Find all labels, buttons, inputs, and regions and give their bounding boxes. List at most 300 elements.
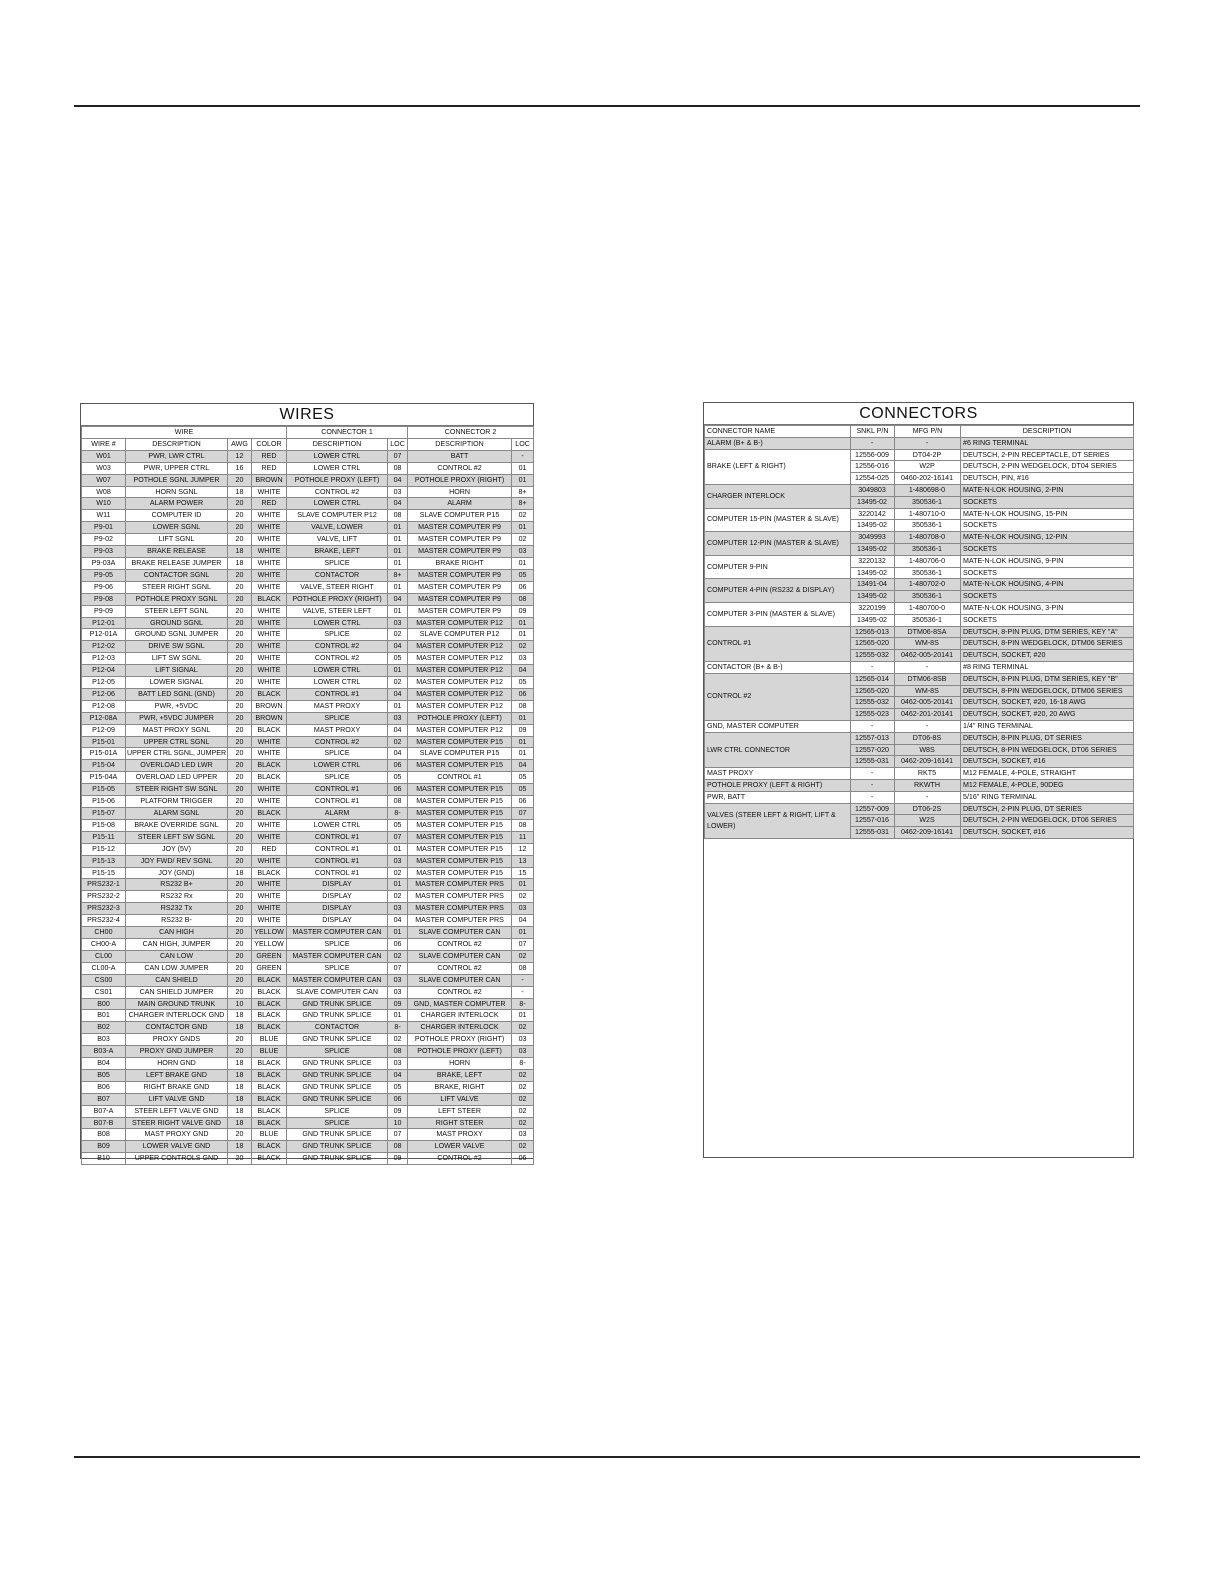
- wire-cell: WHITE: [252, 819, 287, 831]
- wire-cell: CH00: [82, 927, 126, 939]
- wire-cell: P9-02: [82, 534, 126, 546]
- wire-cell: -: [512, 450, 534, 462]
- wire-cell: POTHOLE PROXY (LEFT): [408, 1046, 512, 1058]
- wire-cell: GROUND SGNL JUMPER: [126, 629, 228, 641]
- wire-row: [82, 819, 534, 831]
- part-description: #6 RING TERMINAL: [961, 437, 1134, 449]
- wire-row: [82, 796, 534, 808]
- wire-cell: 18: [228, 1093, 252, 1105]
- part-description: MATE-N-LOK HOUSING, 15-PIN: [961, 508, 1134, 520]
- wire-cell: 01: [512, 927, 534, 939]
- connector-row: [705, 508, 1134, 520]
- wire-row: [82, 688, 534, 700]
- connector-name: LWR CTRL CONNECTOR: [705, 732, 851, 767]
- wire-cell: CL00: [82, 950, 126, 962]
- snkl-part-number: -: [851, 661, 895, 673]
- wire-cell: 02: [512, 534, 534, 546]
- wire-cell: MASTER COMPUTER P15: [408, 760, 512, 772]
- wire-cell: CONTACTOR SGNL: [126, 569, 228, 581]
- wire-cell: POTHOLE PROXY (LEFT): [408, 712, 512, 724]
- wire-cell: 01: [512, 748, 534, 760]
- wire-cell: POTHOLE SGNL JUMPER: [126, 474, 228, 486]
- wire-cell: BLACK: [252, 808, 287, 820]
- wire-cell: MASTER COMPUTER P9: [408, 593, 512, 605]
- wire-cell: 03: [388, 486, 408, 498]
- wire-cell: 18: [228, 486, 252, 498]
- wire-cell: CONTROL #1: [408, 772, 512, 784]
- wire-row: [82, 1022, 534, 1034]
- connector-name: COMPUTER 4-PIN (RS232 & DISPLAY): [705, 579, 851, 603]
- wire-cell: MASTER COMPUTER P12: [408, 665, 512, 677]
- mfg-part-number: 0462-209-16141: [895, 827, 961, 839]
- wire-cell: 20: [228, 581, 252, 593]
- connectors-table: [704, 425, 1134, 839]
- wire-cell: BLACK: [252, 1117, 287, 1129]
- wire-cell: 02: [512, 1081, 534, 1093]
- wire-cell: 03: [512, 1034, 534, 1046]
- wire-cell: 05: [512, 569, 534, 581]
- wire-cell: P15-11: [82, 831, 126, 843]
- snkl-part-number: 12565-013: [851, 626, 895, 638]
- wire-cell: MASTER COMPUTER P9: [408, 546, 512, 558]
- wire-cell: P12-03: [82, 653, 126, 665]
- wire-cell: MAST PROXY: [408, 1129, 512, 1141]
- connectors-panel: [703, 402, 1134, 1158]
- wire-cell: MASTER COMPUTER CAN: [287, 974, 388, 986]
- connector-row: [705, 779, 1134, 791]
- wire-cell: 02: [512, 510, 534, 522]
- snkl-part-number: -: [851, 437, 895, 449]
- wire-cell: RED: [252, 450, 287, 462]
- wire-row: [82, 962, 534, 974]
- wire-cell: LIFT VALVE GND: [126, 1093, 228, 1105]
- wire-cell: WHITE: [252, 855, 287, 867]
- wire-cell: WHITE: [252, 891, 287, 903]
- connector-name: VALVES (STEER LEFT & RIGHT, LIFT & LOWER): [705, 803, 851, 838]
- connector-row: [705, 555, 1134, 567]
- wire-cell: 01: [512, 879, 534, 891]
- wire-cell: GND TRUNK SPLICE: [287, 1010, 388, 1022]
- wire-cell: 01: [388, 665, 408, 677]
- wire-row: [82, 843, 534, 855]
- wire-cell: 01: [512, 617, 534, 629]
- connector-row: [705, 532, 1134, 544]
- mfg-part-number: 1-480710-0: [895, 508, 961, 520]
- wire-cell: SPLICE: [287, 712, 388, 724]
- snkl-part-number: 12555-023: [851, 709, 895, 721]
- wire-cell: B09: [82, 1141, 126, 1153]
- connector-name: CHARGER INTERLOCK: [705, 484, 851, 508]
- wire-row: [82, 867, 534, 879]
- wire-cell: JOY FWD/ REV SGNL: [126, 855, 228, 867]
- wire-cell: YELLOW: [252, 927, 287, 939]
- wire-cell: MASTER COMPUTER PRS: [408, 891, 512, 903]
- wire-cell: MASTER COMPUTER P15: [408, 819, 512, 831]
- wire-cell: STEER RIGHT SW SGNL: [126, 784, 228, 796]
- wire-cell: MAST PROXY: [287, 724, 388, 736]
- part-description: DEUTSCH, 2-PIN WEDGELOCK, DT04 SERIES: [961, 461, 1134, 473]
- mfg-part-number: WM-8S: [895, 685, 961, 697]
- part-description: 5/16" RING TERMINAL: [961, 791, 1134, 803]
- wire-cell: 20: [228, 819, 252, 831]
- part-description: DEUTSCH, SOCKET, #16: [961, 827, 1134, 839]
- mfg-part-number: WM-8S: [895, 638, 961, 650]
- wire-cell: MASTER COMPUTER P9: [408, 605, 512, 617]
- wire-cell: BLACK: [252, 724, 287, 736]
- wire-cell: 01: [388, 605, 408, 617]
- wire-cell: GROUND SGNL: [126, 617, 228, 629]
- wire-cell: 05: [512, 784, 534, 796]
- column-header: COLOR: [252, 438, 287, 450]
- wire-cell: GND TRUNK SPLICE: [287, 1129, 388, 1141]
- wire-cell: BLACK: [252, 1058, 287, 1070]
- mfg-part-number: W2P: [895, 461, 961, 473]
- snkl-part-number: 12557-009: [851, 803, 895, 815]
- mfg-part-number: 0462-005-20141: [895, 650, 961, 662]
- snkl-part-number: 12556-016: [851, 461, 895, 473]
- wire-cell: 03: [512, 903, 534, 915]
- wire-cell: 02: [512, 950, 534, 962]
- wire-row: [82, 1010, 534, 1022]
- snkl-part-number: -: [851, 779, 895, 791]
- wire-cell: SLAVE COMPUTER P15: [408, 510, 512, 522]
- wire-row: [82, 1105, 534, 1117]
- wire-cell: DISPLAY: [287, 891, 388, 903]
- wire-cell: RS232 Rx: [126, 891, 228, 903]
- wire-cell: WHITE: [252, 486, 287, 498]
- wire-cell: SPLICE: [287, 962, 388, 974]
- wire-cell: 07: [388, 962, 408, 974]
- wire-cell: SLAVE COMPUTER CAN: [408, 950, 512, 962]
- wire-cell: B07: [82, 1093, 126, 1105]
- wire-cell: HORN GND: [126, 1058, 228, 1070]
- wire-cell: 20: [228, 843, 252, 855]
- wire-cell: 04: [388, 748, 408, 760]
- part-description: SOCKETS: [961, 520, 1134, 532]
- wire-cell: WHITE: [252, 522, 287, 534]
- wire-cell: CAN SHIELD JUMPER: [126, 986, 228, 998]
- wire-cell: POTHOLE PROXY (RIGHT): [408, 1034, 512, 1046]
- wire-cell: 01: [388, 927, 408, 939]
- wire-row: [82, 641, 534, 653]
- wire-cell: BLACK: [252, 998, 287, 1010]
- wire-cell: 20: [228, 534, 252, 546]
- wire-cell: W08: [82, 486, 126, 498]
- wire-cell: 20: [228, 665, 252, 677]
- wire-cell: 06: [512, 1153, 534, 1165]
- wire-cell: MASTER COMPUTER PRS: [408, 915, 512, 927]
- wire-cell: GND TRUNK SPLICE: [287, 1141, 388, 1153]
- part-description: SOCKETS: [961, 567, 1134, 579]
- mfg-part-number: -: [895, 437, 961, 449]
- wire-row: [82, 557, 534, 569]
- wire-cell: 20: [228, 522, 252, 534]
- wire-cell: MASTER COMPUTER PRS: [408, 879, 512, 891]
- wire-cell: 03: [512, 1129, 534, 1141]
- group-header-connector-2: CONNECTOR 2: [408, 427, 534, 439]
- wire-cell: GND TRUNK SPLICE: [287, 1153, 388, 1165]
- wire-cell: 04: [512, 915, 534, 927]
- wire-cell: 20: [228, 677, 252, 689]
- wire-cell: CONTROL #1: [287, 843, 388, 855]
- wire-cell: 05: [388, 653, 408, 665]
- wire-cell: JOY (GND): [126, 867, 228, 879]
- wire-cell: 20: [228, 569, 252, 581]
- snkl-part-number: 12557-016: [851, 815, 895, 827]
- wire-cell: LOWER VALVE GND: [126, 1141, 228, 1153]
- connector-name: GND, MASTER COMPUTER: [705, 720, 851, 732]
- wires-title: WIRES: [81, 404, 533, 426]
- wire-cell: 05: [512, 677, 534, 689]
- wire-cell: 20: [228, 962, 252, 974]
- wire-cell: P15-01: [82, 736, 126, 748]
- wire-cell: CONTROL #1: [287, 831, 388, 843]
- wire-cell: P9-03: [82, 546, 126, 558]
- wire-cell: PWR, +5VDC JUMPER: [126, 712, 228, 724]
- wire-cell: 08: [388, 796, 408, 808]
- wire-cell: 05: [388, 772, 408, 784]
- wire-cell: CONTROL #2: [408, 962, 512, 974]
- part-description: DEUTSCH, SOCKET, #20, 16-18 AWG: [961, 697, 1134, 709]
- wire-cell: BLACK: [252, 1141, 287, 1153]
- wire-cell: ALARM: [287, 808, 388, 820]
- wire-cell: RS232 Tx: [126, 903, 228, 915]
- wire-cell: BATT: [408, 450, 512, 462]
- wire-cell: MASTER COMPUTER P15: [408, 736, 512, 748]
- wire-cell: BLUE: [252, 1046, 287, 1058]
- wire-cell: CONTROL #2: [408, 1153, 512, 1165]
- column-header: CONNECTOR NAME: [705, 426, 851, 438]
- wire-cell: PWR, +5VDC: [126, 700, 228, 712]
- wire-cell: LOWER SIGNAL: [126, 677, 228, 689]
- mfg-part-number: DTM06-8SA: [895, 626, 961, 638]
- wire-row: [82, 855, 534, 867]
- part-description: DEUTSCH, SOCKET, #16: [961, 756, 1134, 768]
- wire-cell: 12: [512, 843, 534, 855]
- wire-row: [82, 1081, 534, 1093]
- wire-cell: MASTER COMPUTER P9: [408, 581, 512, 593]
- wire-cell: 18: [228, 546, 252, 558]
- wire-cell: 01: [512, 474, 534, 486]
- wire-cell: CAN HIGH: [126, 927, 228, 939]
- part-description: M12 FEMALE, 4-POLE, STRAIGHT: [961, 768, 1134, 780]
- wire-row: [82, 879, 534, 891]
- part-description: DEUTSCH, 8-PIN PLUG, DTM SERIES, KEY "A": [961, 626, 1134, 638]
- connector-row: [705, 803, 1134, 815]
- snkl-part-number: 3220142: [851, 508, 895, 520]
- wire-cell: 08: [512, 700, 534, 712]
- wire-cell: 18: [228, 1022, 252, 1034]
- wire-row: [82, 927, 534, 939]
- wire-cell: 16: [228, 462, 252, 474]
- wire-cell: BLACK: [252, 1069, 287, 1081]
- wire-cell: RED: [252, 843, 287, 855]
- wire-cell: STEER RIGHT SGNL: [126, 581, 228, 593]
- part-description: DEUTSCH, 8-PIN PLUG, DTM SERIES, KEY "B": [961, 673, 1134, 685]
- wire-cell: 02: [388, 629, 408, 641]
- wire-cell: 03: [388, 1058, 408, 1070]
- wire-cell: WHITE: [252, 617, 287, 629]
- wire-cell: 15: [512, 867, 534, 879]
- wire-cell: WHITE: [252, 879, 287, 891]
- mfg-part-number: -: [895, 720, 961, 732]
- connector-row: [705, 768, 1134, 780]
- wire-cell: 18: [228, 867, 252, 879]
- wire-row: [82, 831, 534, 843]
- mfg-part-number: 1-480702-0: [895, 579, 961, 591]
- wire-cell: SPLICE: [287, 557, 388, 569]
- wire-cell: CAN LOW: [126, 950, 228, 962]
- wire-cell: 20: [228, 986, 252, 998]
- wire-cell: 18: [228, 1117, 252, 1129]
- wire-cell: 8-: [512, 1058, 534, 1070]
- wire-row: [82, 534, 534, 546]
- wire-cell: 18: [228, 1081, 252, 1093]
- wire-row: [82, 1058, 534, 1070]
- part-description: MATE-N-LOK HOUSING, 4-PIN: [961, 579, 1134, 591]
- wire-cell: B10: [82, 1153, 126, 1165]
- wire-cell: MASTER COMPUTER P12: [408, 641, 512, 653]
- wire-cell: 20: [228, 760, 252, 772]
- wire-cell: WHITE: [252, 677, 287, 689]
- wire-cell: WHITE: [252, 605, 287, 617]
- wire-cell: 02: [512, 1141, 534, 1153]
- wire-cell: LOWER CTRL: [287, 450, 388, 462]
- wire-cell: LOWER CTRL: [287, 760, 388, 772]
- connector-name: BRAKE (LEFT & RIGHT): [705, 449, 851, 484]
- wire-row: [82, 808, 534, 820]
- wire-row: [82, 462, 534, 474]
- wire-cell: 20: [228, 950, 252, 962]
- wire-cell: CONTROL #2: [408, 462, 512, 474]
- wire-row: [82, 724, 534, 736]
- connector-row: [705, 449, 1134, 461]
- wire-cell: 02: [388, 677, 408, 689]
- wire-cell: MASTER COMPUTER P12: [408, 688, 512, 700]
- wire-cell: PWR, UPPER CTRL: [126, 462, 228, 474]
- wire-cell: P15-12: [82, 843, 126, 855]
- wire-cell: WHITE: [252, 736, 287, 748]
- wire-cell: DISPLAY: [287, 915, 388, 927]
- wire-cell: ALARM POWER: [126, 498, 228, 510]
- part-description: MATE-N-LOK HOUSING, 2-PIN: [961, 484, 1134, 496]
- snkl-part-number: 12555-032: [851, 650, 895, 662]
- wire-cell: MASTER COMPUTER P15: [408, 784, 512, 796]
- wire-cell: LEFT STEER: [408, 1105, 512, 1117]
- wire-cell: P15-06: [82, 796, 126, 808]
- wire-cell: 20: [228, 974, 252, 986]
- wire-cell: P15-15: [82, 867, 126, 879]
- snkl-part-number: 3049803: [851, 484, 895, 496]
- wire-row: [82, 998, 534, 1010]
- wire-cell: WHITE: [252, 903, 287, 915]
- part-description: DEUTSCH, 2-PIN PLUG, DT SERIES: [961, 803, 1134, 815]
- column-header: WIRE #: [82, 438, 126, 450]
- wire-row: [82, 593, 534, 605]
- wire-cell: 20: [228, 629, 252, 641]
- wire-cell: CONTROL #2: [287, 736, 388, 748]
- wire-cell: B00: [82, 998, 126, 1010]
- mfg-part-number: 0462-005-20141: [895, 697, 961, 709]
- wire-cell: BLACK: [252, 688, 287, 700]
- wire-cell: 03: [388, 712, 408, 724]
- wire-cell: 20: [228, 1046, 252, 1058]
- mfg-part-number: W2S: [895, 815, 961, 827]
- wire-cell: PROXY GND JUMPER: [126, 1046, 228, 1058]
- wire-cell: SPLICE: [287, 772, 388, 784]
- wire-cell: WHITE: [252, 915, 287, 927]
- wire-row: [82, 772, 534, 784]
- wire-cell: 20: [228, 688, 252, 700]
- wire-cell: 03: [512, 653, 534, 665]
- wire-cell: B02: [82, 1022, 126, 1034]
- wire-cell: 20: [228, 927, 252, 939]
- wire-cell: DRIVE SW SGNL: [126, 641, 228, 653]
- wire-row: [82, 605, 534, 617]
- wire-cell: BLACK: [252, 986, 287, 998]
- wire-cell: DISPLAY: [287, 903, 388, 915]
- wire-cell: RIGHT STEER: [408, 1117, 512, 1129]
- wire-cell: MASTER COMPUTER P15: [408, 855, 512, 867]
- wire-cell: P15-04: [82, 760, 126, 772]
- wire-row: [82, 950, 534, 962]
- wire-cell: CONTROL #1: [287, 855, 388, 867]
- mfg-part-number: -: [895, 661, 961, 673]
- wire-cell: 02: [512, 891, 534, 903]
- wire-cell: OVERLOAD LED UPPER: [126, 772, 228, 784]
- connector-name: CONTROL #1: [705, 626, 851, 661]
- wire-cell: JOY (5V): [126, 843, 228, 855]
- wire-cell: POTHOLE PROXY (RIGHT): [408, 474, 512, 486]
- snkl-part-number: 13495-02: [851, 496, 895, 508]
- wire-cell: 04: [388, 915, 408, 927]
- wire-cell: CONTROL #2: [287, 486, 388, 498]
- snkl-part-number: 3220199: [851, 602, 895, 614]
- wire-cell: 02: [388, 867, 408, 879]
- wire-cell: 03: [512, 546, 534, 558]
- wire-cell: 01: [388, 700, 408, 712]
- wire-cell: 06: [388, 760, 408, 772]
- wire-cell: 18: [228, 1010, 252, 1022]
- wire-row: [82, 581, 534, 593]
- wire-row: [82, 1153, 534, 1165]
- connector-row: [705, 626, 1134, 638]
- wire-cell: CONTACTOR: [287, 569, 388, 581]
- wire-cell: 09: [388, 1105, 408, 1117]
- part-description: DEUTSCH, 2-PIN RECEPTACLE, DT SERIES: [961, 449, 1134, 461]
- wire-cell: LOWER CTRL: [287, 819, 388, 831]
- wire-cell: RED: [252, 462, 287, 474]
- wire-cell: PRS232-2: [82, 891, 126, 903]
- wire-cell: CONTROL #2: [287, 641, 388, 653]
- wire-cell: 05: [388, 819, 408, 831]
- wire-row: [82, 903, 534, 915]
- wire-row: [82, 653, 534, 665]
- snkl-part-number: 13495-02: [851, 614, 895, 626]
- wire-cell: 03: [388, 855, 408, 867]
- snkl-part-number: 12565-014: [851, 673, 895, 685]
- part-description: MATE-N-LOK HOUSING, 12-PIN: [961, 532, 1134, 544]
- wire-cell: WHITE: [252, 653, 287, 665]
- wire-row: [82, 569, 534, 581]
- wire-cell: STEER LEFT SW SGNL: [126, 831, 228, 843]
- part-description: DEUTSCH, SOCKET, #20: [961, 650, 1134, 662]
- wire-cell: B03: [82, 1034, 126, 1046]
- wire-cell: YELLOW: [252, 938, 287, 950]
- wire-cell: 04: [388, 498, 408, 510]
- wire-cell: 09: [388, 998, 408, 1010]
- snkl-part-number: -: [851, 791, 895, 803]
